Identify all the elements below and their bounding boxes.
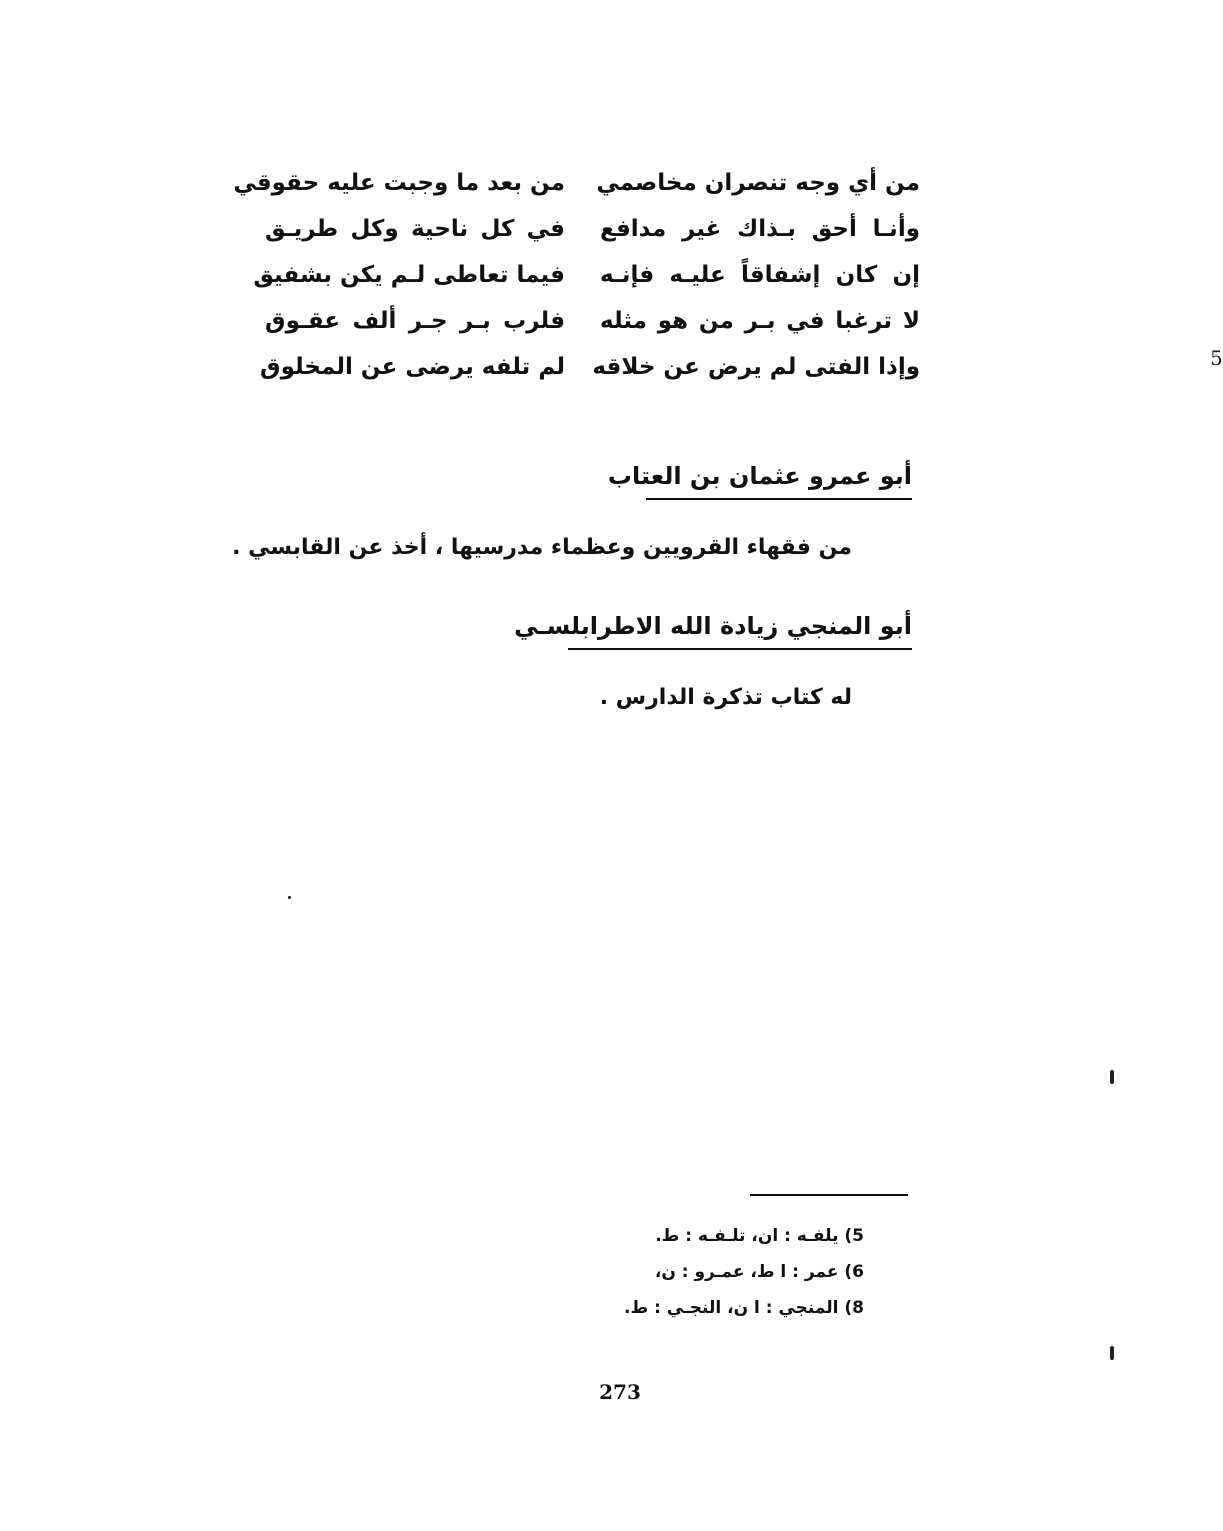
verse-row xyxy=(260,344,920,390)
entry-text: له كتاب تذكرة الدارس . xyxy=(599,685,852,710)
footnote: 6) عمر : ا ط، عمـرو : ن، xyxy=(654,1262,864,1282)
verse-row xyxy=(260,298,920,344)
scan-speck xyxy=(1110,1346,1114,1360)
page-number: 273 xyxy=(599,1380,641,1404)
entry-text: من فقهاء القرويين وعظماء مدرسيها ، أخذ عن القابسي . xyxy=(232,535,852,560)
verse-second-hemistich: لم تلفه يرضى عن المخلوق xyxy=(260,354,565,380)
verse-second-hemistich: من بعد ما وجبت عليه حقوقي xyxy=(233,170,565,196)
footnote: 5) يلفـه : ان، تلـفـه : ط. xyxy=(655,1226,864,1246)
verse-row xyxy=(233,160,920,206)
verse-second-hemistich: فيما تعاطى لـم يكن بشفيق xyxy=(253,262,565,288)
verse-first-hemistich: وأنـا أحق بـذاك غير مدافع xyxy=(600,216,920,242)
entry-heading: أبو المنجي زيادة الله الاطرابلسـي xyxy=(568,612,912,650)
verse-first-hemistich: لا ترغبا في بـر من هو مثله xyxy=(600,308,920,334)
scan-speck xyxy=(1110,1070,1114,1084)
footnotes xyxy=(624,1218,864,1326)
verse-row xyxy=(260,206,920,252)
footnote: 8) المنجي : ا ن، النجـي : ط. xyxy=(624,1298,864,1318)
verse-first-hemistich: من أي وجه تنصران مخاصمي xyxy=(596,170,920,196)
footnote-divider xyxy=(750,1194,908,1196)
scan-speck xyxy=(288,896,291,899)
verse-first-hemistich: وإذا الفتى لم يرض عن خلاقه xyxy=(592,354,920,380)
verse-row xyxy=(253,252,920,298)
verse-line-number: 5 xyxy=(1210,346,1223,370)
verse-second-hemistich: فلرب بـر جـر ألف عقـوق xyxy=(265,308,565,334)
poem-verses xyxy=(233,160,1223,390)
entry-heading: أبو عمرو عثمان بن العتاب xyxy=(646,462,912,500)
verse-first-hemistich: إن كان إشفاقاً عليـه فإنـه xyxy=(600,262,920,288)
verse-second-hemistich: في كل ناحية وكل طريـق xyxy=(265,216,565,242)
